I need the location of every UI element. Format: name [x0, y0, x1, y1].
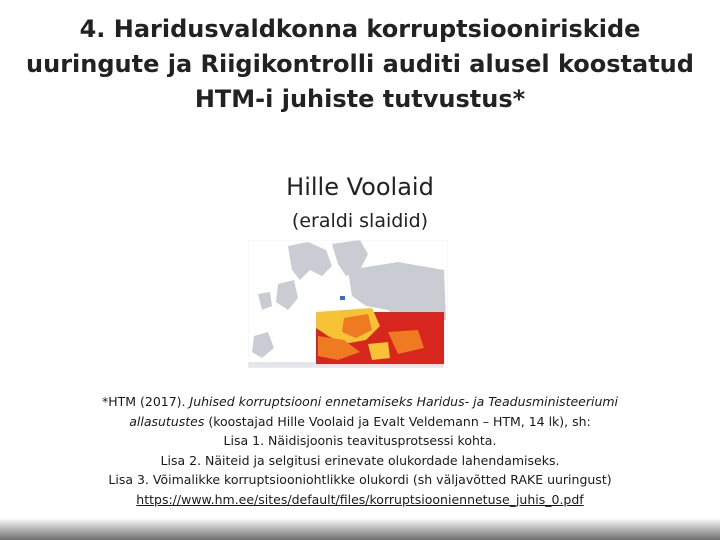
footnote-appendix-3: Lisa 3. Võimalikke korruptsiooniohtlikke olukordi (sh väljavõtted RAKE uuringust)	[108, 472, 612, 487]
footnote-appendix-1: Lisa 1. Näidisjoonis teavitusprotsessi kohta.	[223, 433, 497, 448]
map-heat-overlay	[316, 308, 444, 364]
footnote-publication-title-cont: allasutustes	[129, 413, 205, 429]
footnote-link[interactable]: https://www.hm.ee/sites/default/files/korruptsiooniennetuse_juhis_0.pdf	[136, 491, 584, 507]
bottom-gradient-bar	[0, 518, 720, 540]
estonia-marker	[340, 296, 345, 300]
europe-map-image	[248, 240, 448, 368]
title-line: uuringute ja Riigikontrolli auditi alusel koostatud	[26, 50, 694, 78]
footnote	[30, 392, 690, 509]
footnote-line	[30, 412, 690, 432]
footnote-publication-title: Juhised korruptsiooni ennetamiseks Haridus- ja Teadusministeeriumi	[189, 394, 619, 409]
footnote-authors: (koostajad Hille Voolaid ja Evalt Veldemann – HTM, 14 lk), sh:	[204, 413, 591, 429]
subtitle-note: (eraldi slaidid)	[291, 210, 429, 232]
slide-title	[0, 12, 720, 117]
title-line: 4. Haridusvaldkonna korruptsiooniriskide	[79, 15, 641, 43]
author-name: Hille Voolaid	[286, 173, 434, 201]
footnote-citation-prefix: *HTM (2017).	[101, 394, 190, 409]
footnote-appendix-2: Lisa 2. Näiteid ja selgitusi erinevate olukordade lahendamiseks.	[160, 452, 560, 468]
footnote-line	[30, 392, 690, 412]
title-line: HTM-i juhiste tutvustus*	[194, 85, 526, 113]
